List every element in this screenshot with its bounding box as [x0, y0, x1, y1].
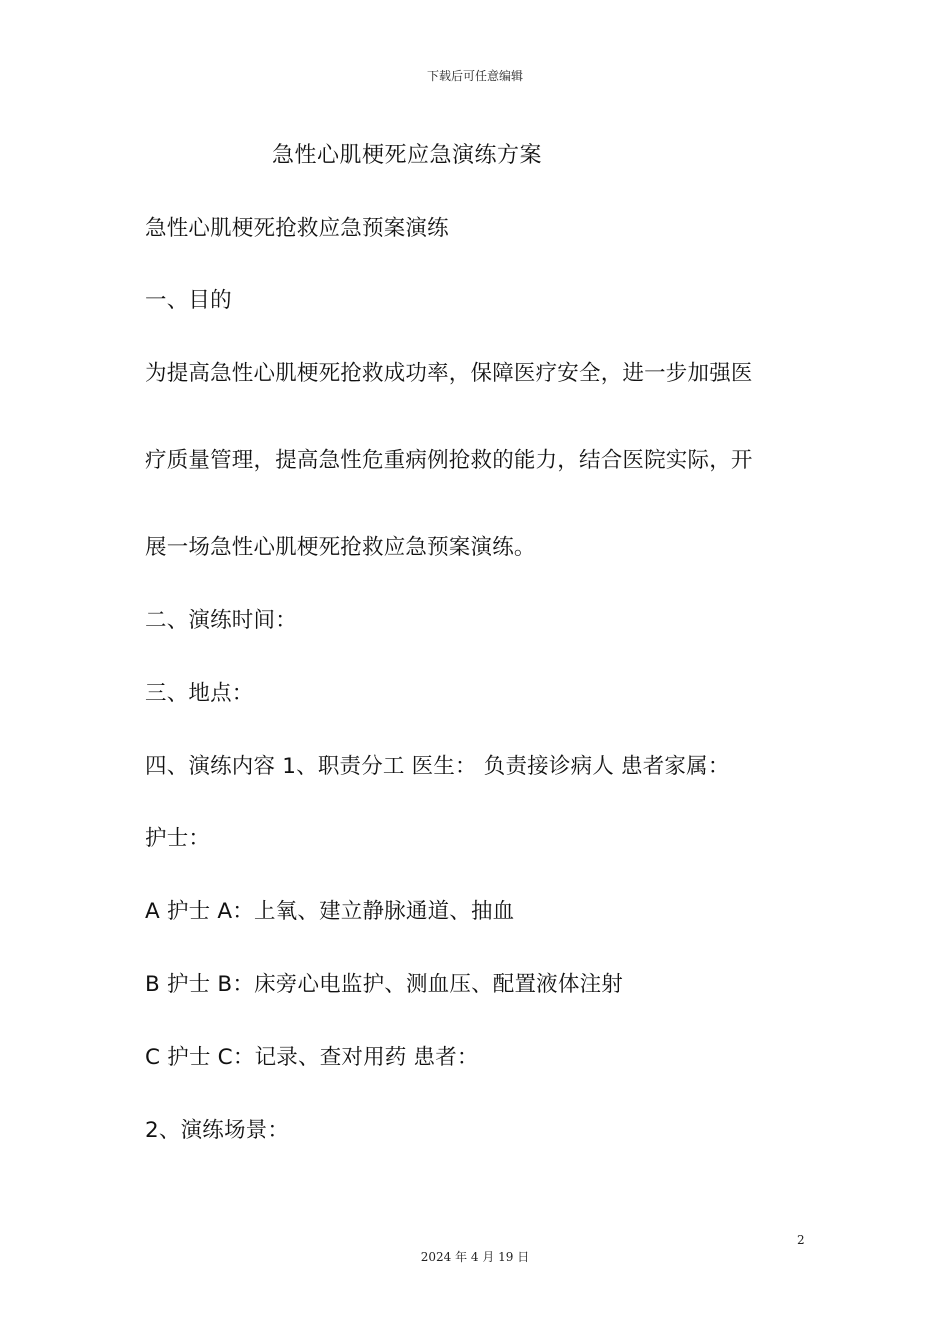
nurse-a-duties: A 护士 A：上氧、建立静脉通道、抽血 — [145, 899, 515, 924]
heading-location: 三、地点： — [145, 681, 254, 706]
paragraph-purpose-line-2: 疗质量管理，提高急性危重病例抢救的能力，结合医院实际，开 — [145, 448, 753, 473]
nurse-c-duties: C 护士 C：记录、查对用药 患者： — [145, 1045, 479, 1070]
heading-drill-scene: 2、演练场景： — [145, 1118, 290, 1143]
section-subtitle: 急性心肌梗死抢救应急预案演练 — [145, 216, 449, 241]
header-note: 下载后可任意编辑 — [426, 69, 523, 83]
paragraph-purpose-line-3: 展一场急性心肌梗死抢救应急预案演练。 — [145, 535, 536, 560]
nurse-label: 护士： — [145, 826, 211, 851]
footer-date: 2024 年 4 月 19 日 — [420, 1250, 530, 1264]
document-title: 急性心肌梗死应急演练方案 — [272, 143, 543, 168]
paragraph-purpose-line-1: 为提高急性心肌梗死抢救成功率，保障医疗安全，进一步加强医 — [145, 361, 753, 386]
nurse-b-duties: B 护士 B：床旁心电监护、测血压、配置液体注射 — [145, 972, 623, 997]
page-number: 2 — [797, 1233, 805, 1247]
heading-drill-content: 四、演练内容 1、职责分工 医生： 负责接诊病人 患者家属： — [145, 754, 730, 779]
heading-drill-time: 二、演练时间： — [145, 608, 297, 633]
heading-purpose: 一、目的 — [145, 288, 232, 313]
